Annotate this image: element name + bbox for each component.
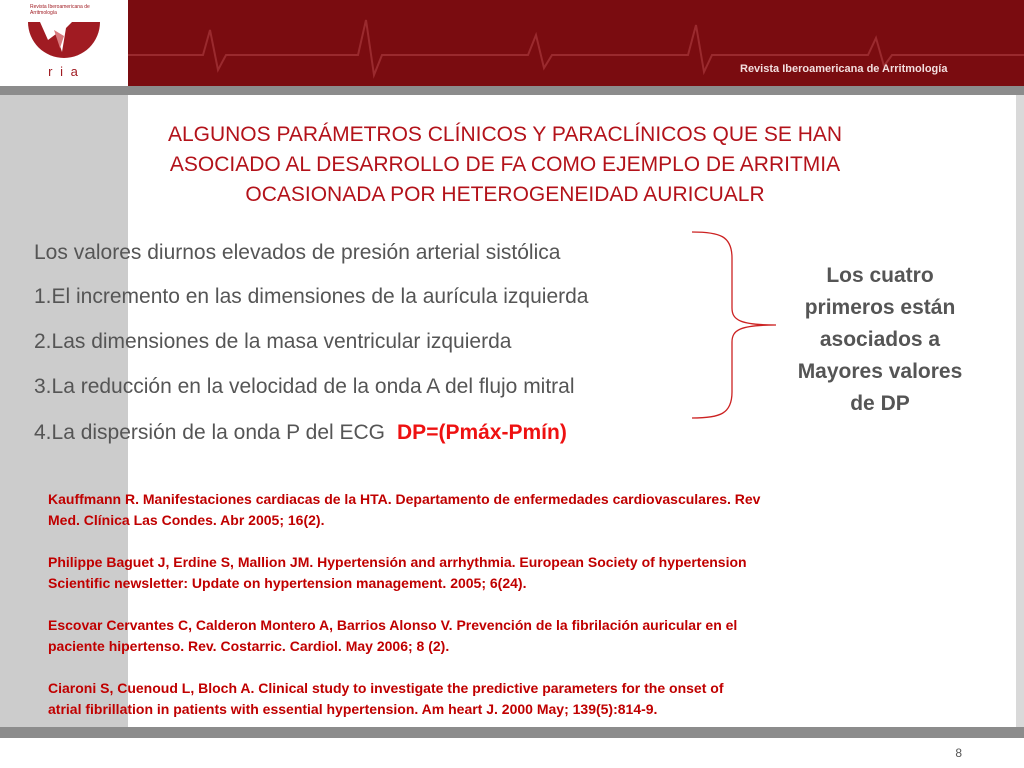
note-line: de DP <box>850 392 910 415</box>
title-line: ASOCIADO AL DESARROLLO DE FA COMO EJEMPLO DE ARRITMIA <box>169 153 841 176</box>
references <box>48 489 928 741</box>
title-line: ALGUNOS PARÁMETROS CLÍNICOS Y PARACLÍNICOS QUE SE HAN <box>167 123 843 146</box>
note-line: asociados a <box>819 328 941 351</box>
logo-caption: Revista Iberoamericana de Arritmología <box>30 4 90 16</box>
reference-line: Scientific newsletter: Update on hypertension management. 2005; 6(24). <box>48 575 527 591</box>
title-line: OCASIONADA POR HETEROGENEIDAD AURICUALR <box>245 183 765 206</box>
note-line: Mayores valores <box>797 360 963 383</box>
note-line: Los cuatro <box>826 264 934 287</box>
reference-line: paciente hipertenso. Rev. Costarric. Cardiol. May 2006; 8 (2). <box>48 638 450 654</box>
dp-formula: DP=(Pmáx-Pmín) <box>397 421 567 444</box>
reference-item <box>48 615 928 657</box>
reference-line: Philippe Baguet J, Erdine S, Mallion JM. Hypertensión and arrhythmia. European Society of hypertension <box>48 554 747 570</box>
footer-divider <box>0 727 1024 738</box>
list-item: 2.Las dimensiones de la masa ventricular izquierda <box>34 330 512 353</box>
logo-text: r i a <box>48 64 80 79</box>
list-item-text: 4.La dispersión de la onda P del ECG <box>34 421 386 444</box>
ria-logo <box>0 0 128 86</box>
header-divider <box>0 86 1024 95</box>
journal-name: Revista Iberoamericana de Arritmología <box>740 63 948 75</box>
brace-note <box>775 260 985 420</box>
right-edge-strip <box>1016 95 1024 727</box>
note-line: primeros están <box>804 296 956 319</box>
list-item: Los valores diurnos elevados de presión arterial sistólica <box>34 241 561 264</box>
page-number: 8 <box>955 746 962 760</box>
reference-line: Kauffmann R. Manifestaciones cardiacas de la HTA. Departamento de enfermedades cardiovasculares. Rev <box>48 491 761 507</box>
reference-item <box>48 552 928 594</box>
reference-item <box>48 489 928 531</box>
right-brace <box>690 228 780 420</box>
header-banner <box>0 0 1024 86</box>
reference-line: Med. Clínica Las Condes. Abr 2005; 16(2). <box>48 512 325 528</box>
list-item: 1.El incremento en las dimensiones de la aurícula izquierda <box>34 285 589 308</box>
reference-line: Escovar Cervantes C, Calderon Montero A, Barrios Alonso V. Prevención de la fibrilación auricular en el <box>48 617 738 633</box>
list-item: 3.La reducción en la velocidad de la onda A del flujo mitral <box>34 375 575 398</box>
reference-line: atrial fibrillation in patients with essential hypertension. Am heart J. 2000 May; 139(5):814-9. <box>48 701 658 717</box>
reference-line: Ciaroni S, Cuenoud L, Bloch A. Clinical study to investigate the predictive parameters for the onset of <box>48 680 724 696</box>
reference-item <box>48 678 928 720</box>
list-item-with-formula <box>34 421 567 445</box>
slide-title <box>70 120 940 210</box>
